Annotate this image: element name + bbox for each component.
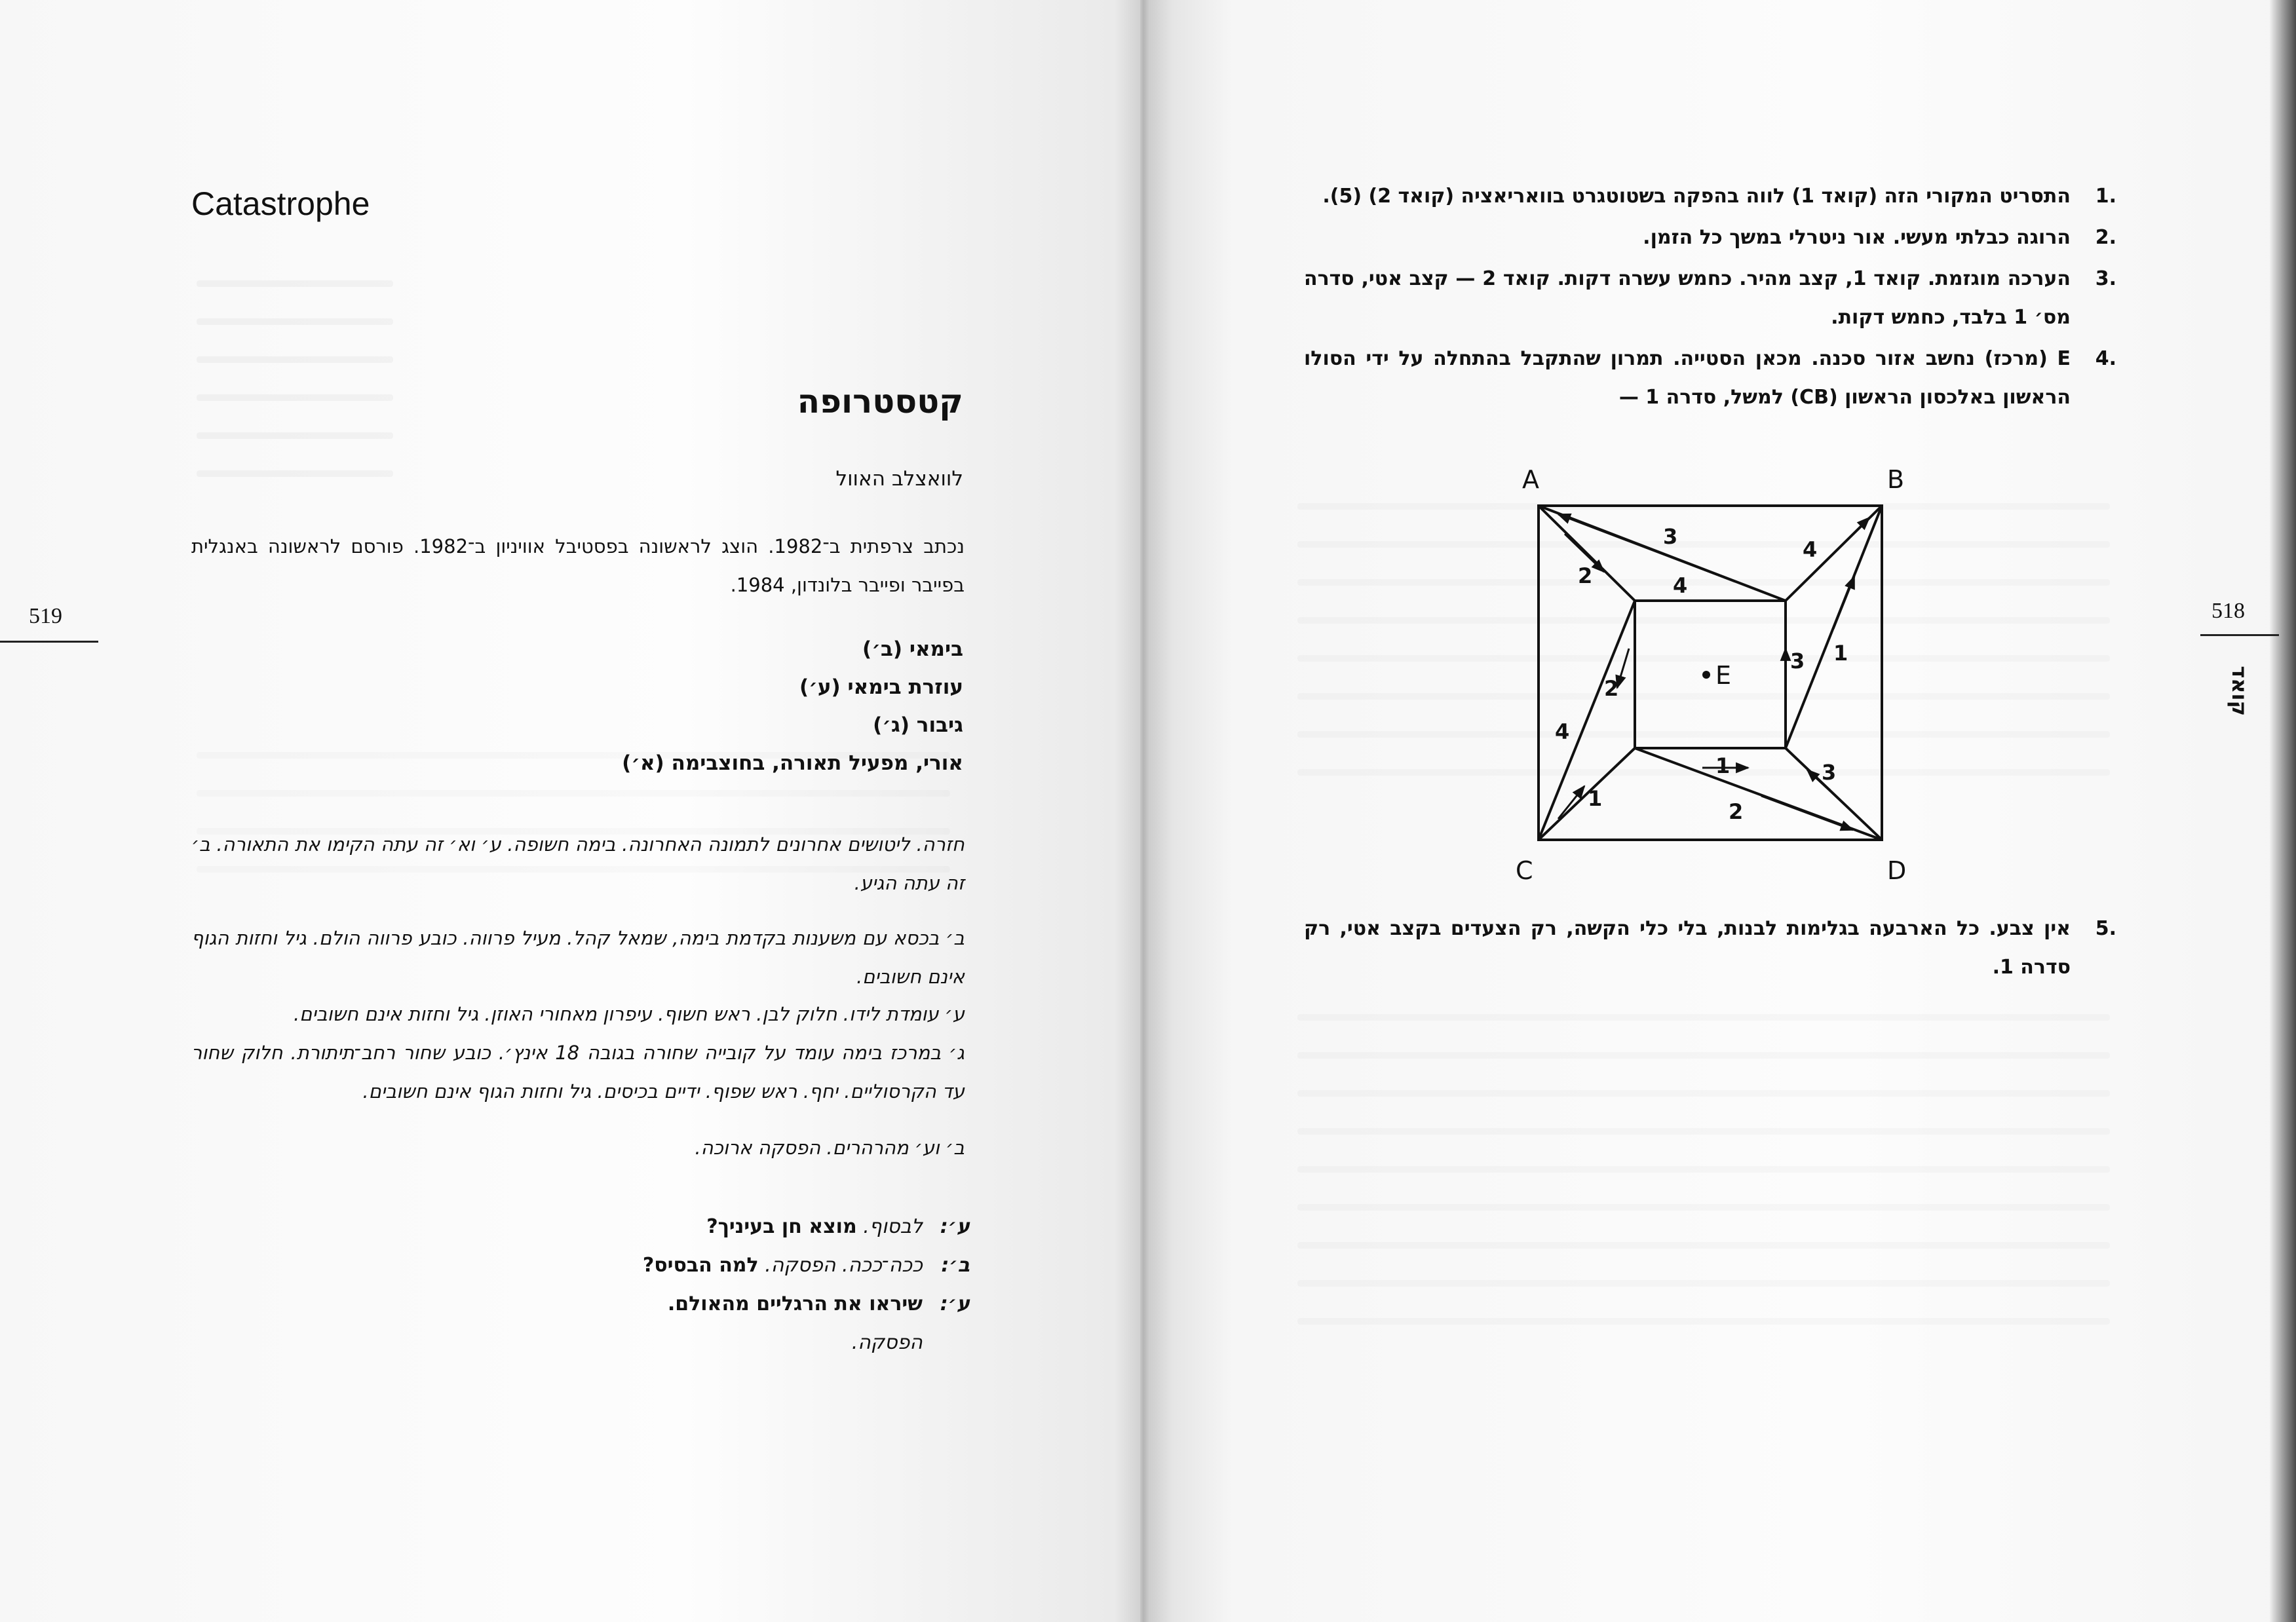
note-number: 5.	[2095, 917, 2116, 940]
path-number: 2	[1729, 799, 1744, 824]
cast-list	[622, 630, 963, 782]
note-text: הרוגה כבלתי מעשי. אור ניטרלי במשך כל הזמן.	[1643, 226, 2071, 249]
direction-arrow	[1558, 786, 1584, 819]
page-edge-shadow	[2270, 0, 2296, 1622]
direction-arrow	[1853, 518, 1869, 534]
note-number: 4.	[2095, 347, 2116, 370]
path-number: 3	[1790, 649, 1805, 673]
stage-direction: ב׳ וע׳ מהרהרים. הפסקה ארוכה.	[695, 1137, 965, 1159]
page-number-right: 518	[2211, 599, 2245, 623]
note-item	[1304, 218, 2116, 257]
corner-label-d: D	[1887, 856, 1907, 885]
note-number: 1.	[2095, 185, 2116, 208]
page-number-rule	[2200, 634, 2279, 636]
spoken-text: מוצא חן בעיניך?	[706, 1215, 857, 1238]
path-number: 4	[1803, 537, 1818, 562]
dialogue-line	[511, 1285, 970, 1323]
path-number: 4	[1555, 719, 1570, 744]
play-title-hebrew: קטסטרופה	[797, 383, 963, 421]
note-item	[1304, 259, 2116, 337]
speaker-label: ע׳:	[940, 1292, 970, 1315]
path-number: 2	[1604, 676, 1619, 701]
note-number: 2.	[2095, 226, 2116, 249]
cast-member: אורי, מפעיל תאורה, בחוצבימה (א׳)	[622, 751, 963, 775]
inline-direction: לבסוף.	[863, 1215, 923, 1238]
note-text: הערכה מוגזמת. קואד 1, קצב מהיר. כחמש עשרה דקות. קואד 2 — קצב אטי, סדרה מס׳ 1 בלבד, כחמש דקות.	[1304, 267, 2071, 329]
note-item	[1304, 339, 2116, 417]
center-point	[1702, 671, 1710, 679]
stage-direction: ב׳ בכסא עם משענות בקדמת בימה, שמאל קהל. מעיל פרווה. כובע פרווה הולם. גיל וחזות הגוף אינם חשובים.	[191, 927, 965, 988]
path-number: 2	[1578, 563, 1593, 588]
left-page	[0, 0, 1140, 1622]
center-label-e: E	[1715, 661, 1732, 690]
dialogue-block	[511, 1207, 970, 1362]
speaker-label: ב׳:	[941, 1254, 970, 1277]
cast-member: עוזרת בימאי (ע׳)	[799, 675, 963, 699]
notes-list	[1304, 177, 2116, 419]
show-through-text	[1297, 983, 2110, 1356]
running-head: קואד	[2227, 666, 2252, 716]
spoken-text: שיראו את הרגליים מהאולם.	[667, 1292, 923, 1315]
corner-label-a: A	[1522, 465, 1539, 494]
note-number: 3.	[2095, 267, 2116, 290]
page-number-rule	[0, 641, 98, 643]
cast-member: גיבור (ג׳)	[873, 713, 963, 737]
direction-arrow	[1833, 576, 1854, 629]
page-number-left: 519	[29, 604, 62, 628]
path-number: 1	[1588, 786, 1603, 811]
spoken-text: למה הבסיס?	[642, 1254, 759, 1277]
corner-label-c: C	[1516, 856, 1533, 885]
author-line: לוואצלב האוול	[835, 467, 963, 491]
direction-arrow	[1617, 649, 1629, 688]
book-gutter	[1114, 0, 1173, 1622]
path-number: 1	[1715, 753, 1731, 778]
publication-note: נכתב צרפתית ב־1982. הוצג לראשונה בפסטיבל אוויניון ב־1982. פורסם לראשונה באנגלית בפייבר ופייבר בלונדון, 1984.	[191, 535, 965, 596]
speaker-label: ע׳:	[940, 1215, 970, 1238]
path-number: 1	[1833, 641, 1848, 666]
inner-square	[1635, 601, 1786, 748]
show-through-text	[197, 249, 393, 508]
quad-movement-diagram	[1486, 452, 1912, 897]
dialogue-line	[511, 1207, 970, 1246]
path-line	[1539, 601, 1635, 840]
play-title-latin: Catastrophe	[191, 185, 370, 222]
note-text: E (מרכז) נחשב אזור סכנה. מכאן הסטייה. תמרון שהתקבל בהתחלה על ידי הסולו הראשון באלכסון הראשון (CB) למשל, סדרה 1 —	[1304, 347, 2071, 409]
path-number: 4	[1673, 573, 1688, 598]
stage-direction: חזרה. ליטושים אחרונים לתמונה האחרונה. בימה חשופה. ע׳ וא׳ זה עתה הקימו את התאורה. ב׳ זה עתה הגיע.	[191, 833, 965, 894]
note-text: התסריט המקורי הזה (קואד 1) לווה בהפקה בשטוטגרט בוואריאציה (קואד 2) (5).	[1322, 185, 2071, 208]
note-item	[1304, 909, 2116, 987]
path-number: 3	[1663, 524, 1678, 549]
note-item	[1304, 177, 2116, 216]
path-number: 3	[1822, 760, 1837, 785]
stage-direction: ע׳ עומדת לידו. חלוק לבן. ראש חשוף. עיפרון מאחורי האוזן. גיל וחזות אינם חשובים.	[293, 1003, 965, 1025]
inline-direction: ככה־ככה. הפסקה.	[765, 1254, 923, 1277]
corner-label-b: B	[1887, 465, 1905, 494]
final-stage-direction: הפסקה.	[851, 1331, 923, 1354]
note-text: אין צבע. כל הארבעה בגלימות לבנות, בלי כלי הקשה, רק הצעדים בקצב אטי, רק סדרה 1.	[1304, 917, 2071, 979]
cast-member: בימאי (ב׳)	[862, 637, 963, 661]
dialogue-line	[511, 1246, 970, 1285]
path-line	[1539, 748, 1635, 840]
stage-direction: ג׳ במרכז בימה עומד על קובייה שחורה בגובה 18 אינץ׳. כובע שחור רחב־תיתורת. חלוק שחור עד הקרסוליים. יחף. ראש שפוף. ידיים בכיסים. גיל וחזות הגוף אינם חשובים.	[191, 1042, 965, 1103]
